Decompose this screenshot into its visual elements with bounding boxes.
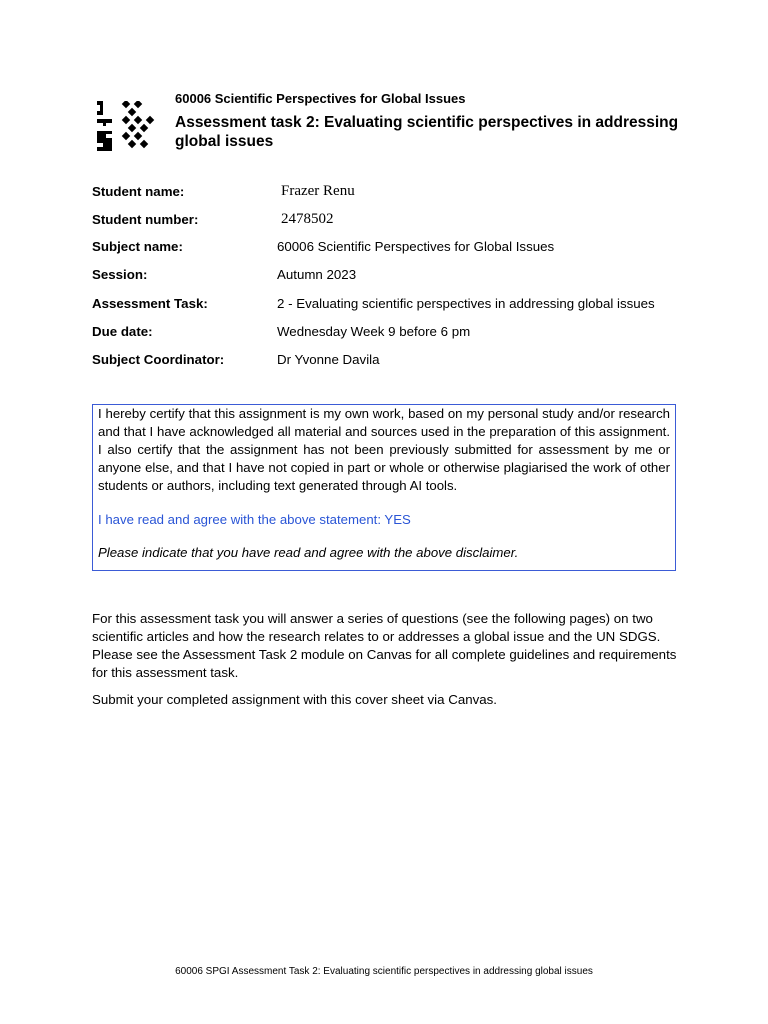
student-name-value: Frazer Renu (281, 183, 355, 199)
coordinator-value: Dr Yvonne Davila (277, 352, 380, 367)
session-row (92, 267, 692, 289)
subject-name-label: Subject name: (92, 239, 183, 254)
student-number-row (92, 212, 692, 234)
instructions-paragraph: For this assessment task you will answer a series of questions (see the following pages) on two scientific articles and how the research relates to or addresses a global issue and the UN SDGS. Please see the Assessment Task 2 module on Canvas for all complete guidelines and requirements for this assessment task. (92, 611, 677, 680)
submission-paragraph: Submit your completed assignment with this cover sheet via Canvas. (92, 692, 498, 707)
subject-name-value: 60006 Scientific Perspectives for Global Issues (277, 239, 555, 254)
student-name-label: Student name: (92, 184, 185, 199)
assessment-task-row (92, 296, 692, 318)
page-footer: 60006 SPGI Assessment Task 2: Evaluating scientific perspectives in addressing global issues (175, 966, 593, 977)
assessment-task-value: 2 - Evaluating scientific perspectives in addressing global issues (277, 296, 655, 311)
session-label: Session: (92, 267, 148, 282)
subject-name-row (92, 239, 692, 261)
student-name-row (92, 184, 692, 206)
assessment-task-label: Assessment Task: (92, 296, 208, 311)
subject-code-heading: 60006 Scientific Perspectives for Global Issues (175, 91, 466, 106)
due-date-label: Due date: (92, 324, 153, 339)
declaration-agreement: I have read and agree with the above statement: YES (98, 512, 411, 527)
session-value: Autumn 2023 (277, 267, 357, 282)
declaration-note: Please indicate that you have read and agree with the above disclaimer. (98, 545, 519, 560)
declaration-text: I hereby certify that this assignment is my own work, based on my personal study and/or research and that I have acknowledged all material and sources used in the preparation of this assignment. I also certify that the assignment has not been previously submitted for assessment by me or anyone else, and that I have not copied in part or whole or otherwise plagiarised the work of other students or authors, including text generated through AI tools. (98, 406, 670, 493)
due-date-row (92, 324, 692, 346)
assessment-title: Assessment task 2: Evaluating scientific perspectives in addressing global issues (175, 114, 679, 150)
student-number-value: 2478502 (281, 211, 334, 227)
due-date-value: Wednesday Week 9 before 6 pm (277, 324, 471, 339)
declaration-box (92, 404, 676, 571)
coordinator-label: Subject Coordinator: (92, 352, 225, 367)
coordinator-row (92, 352, 692, 374)
student-number-label: Student number: (92, 212, 199, 227)
uts-logo (97, 101, 157, 153)
